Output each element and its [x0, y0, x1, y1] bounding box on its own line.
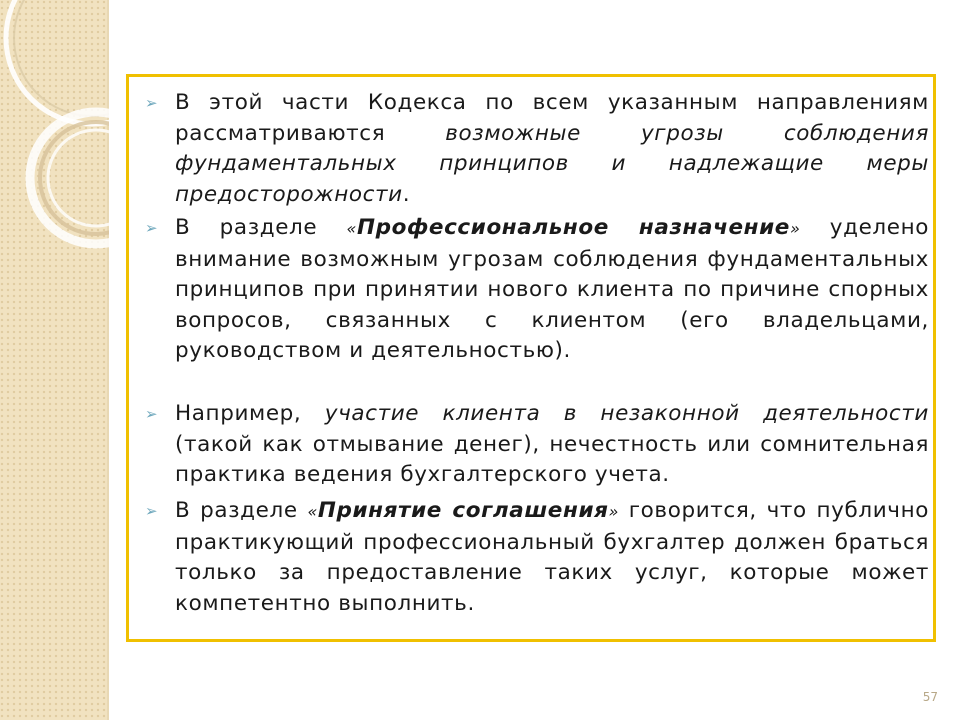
arrow-bullet-icon: ➢: [145, 405, 159, 423]
arrow-bullet-icon: ➢: [145, 502, 159, 520]
text-segment-bold-italic: Принятие соглашения: [317, 498, 609, 523]
content-box: [126, 74, 936, 642]
decorative-circles: [0, 0, 109, 260]
bullet-item: [145, 213, 929, 367]
text-segment: В этой части Кодекса по всем указанным направлениям рассматриваются: [175, 90, 929, 146]
text-segment: говорится, что публично практикующий профессиональный бухгалтер должен браться только за предоставление таких услуг, которые может компетентно выполнить.: [175, 498, 929, 616]
text-segment-italic: участие клиента в незаконной деятельности: [324, 401, 929, 426]
text-segment: (такой как отмывание денег), нечестность или сомнительная практика ведения бухгалтерского учета.: [175, 431, 929, 487]
bullet-item: [145, 88, 929, 210]
text-segment: Например,: [175, 401, 325, 426]
text-segment-quote: »: [608, 502, 619, 521]
arrow-bullet-icon: ➢: [145, 94, 159, 112]
text-segment: уделено внимание возможным угрозам соблюдения фундаментальных принципов при принятии нового клиента по причине спорных вопросов, связанных с клиентом (его владельцами, руководством и деятельностью).: [175, 215, 929, 363]
bullet-item: [145, 496, 929, 619]
text-segment-quote: «: [307, 502, 318, 521]
arrow-bullet-icon: ➢: [145, 219, 159, 237]
text-segment: В разделе: [175, 498, 308, 523]
text-segment: .: [402, 181, 411, 207]
text-segment-bold-italic: Профессиональное назначение: [357, 215, 790, 240]
text-segment-italic: возможные угрозы соблюдения фундаментальных принципов и надлежащие меры предосторожности: [175, 120, 929, 207]
text-segment: В разделе: [175, 215, 347, 240]
text-segment-quote: «: [346, 219, 358, 238]
text-segment-quote: »: [789, 219, 801, 238]
page-number: 57: [922, 690, 938, 704]
bullet-item: [145, 399, 929, 491]
